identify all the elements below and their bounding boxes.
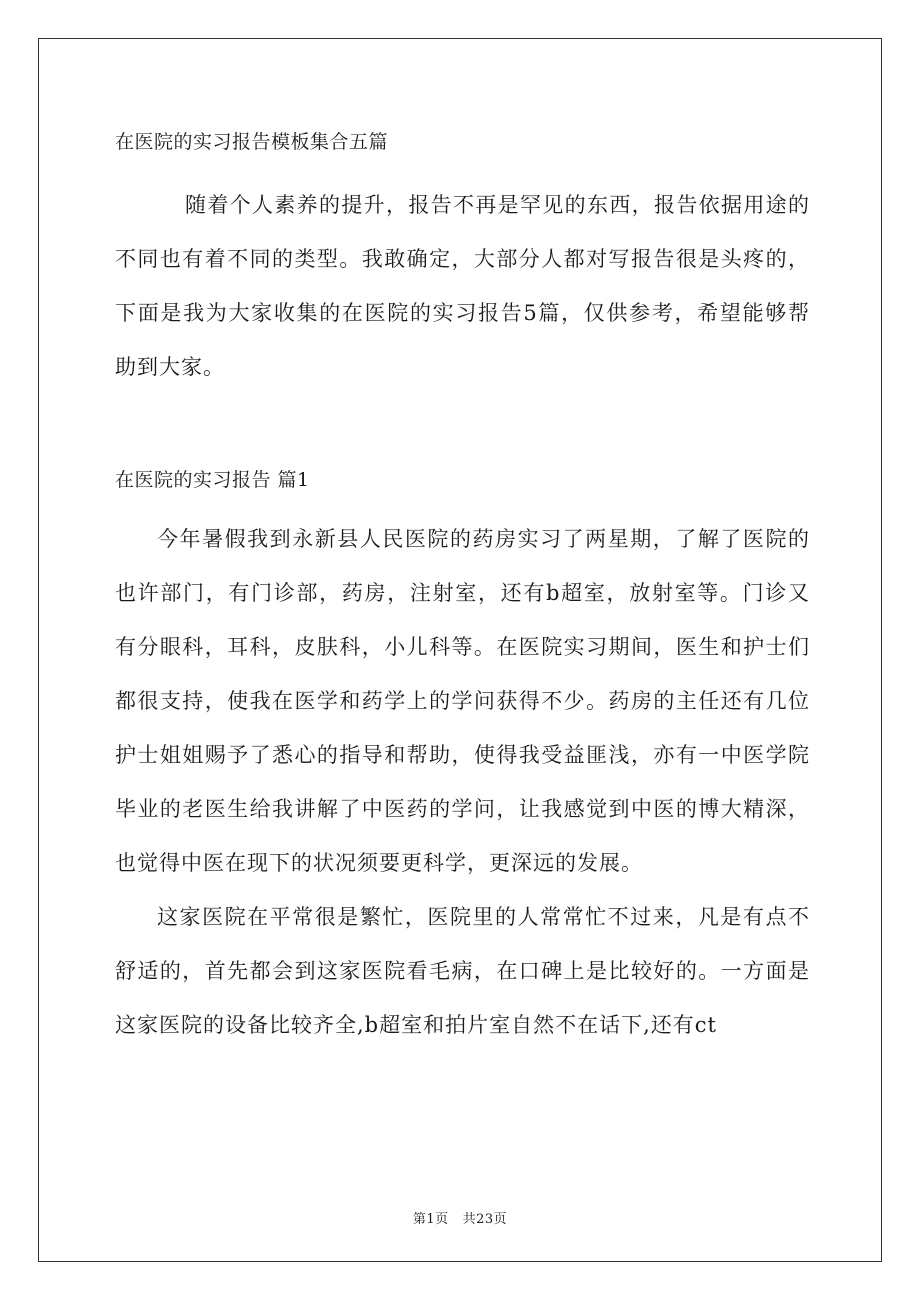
intro-paragraph: 随着个人素养的提升，报告不再是罕见的东西，报告依据用途的不同也有着不同的类型。我敢确定，大部分人都对写报告很是头疼的，下面是我为大家收集的在医院的实习报告5篇，仅供参考，希望能够帮助到大家。 [115, 193, 810, 379]
section-paragraph-1: 今年暑假我到永新县人民医院的药房实习了两星期，了解了医院的也许部门，有门诊部，药房，注射室，还有b超室，放射室等。门诊又有分眼科，耳科，皮肤科，小儿科等。在医院实习期间，医生和护士们都很支持，使我在医学和药学上的学问获得不少。药房的主任还有几位护士姐姐赐予了悉心的指导和帮助，使得我受益匪浅，亦有一中医学院毕业的老医生给我讲解了中医药的学问，让我感觉到中医的博大精深，也觉得中医在现下的状况须要更科学，更深远的发展。 [115, 527, 810, 875]
page-total: 共23页 [462, 1212, 508, 1227]
section-heading: 在医院的实习报告 篇1 [115, 469, 310, 491]
page-footer [0, 1208, 920, 1227]
section-paragraph-2: 这家医院在平常很是繁忙，医院里的人常常忙不过来，凡是有点不舒适的，首先都会到这家医院看毛病，在口碑上是比较好的。一方面是这家医院的设备比较齐全,b超室和拍片室自然不在话下,还有ct [115, 905, 810, 1037]
page-number: 第1页 [412, 1212, 449, 1227]
document-body [115, 120, 810, 1052]
document-title: 在医院的实习报告模板集合五篇 [115, 131, 389, 153]
